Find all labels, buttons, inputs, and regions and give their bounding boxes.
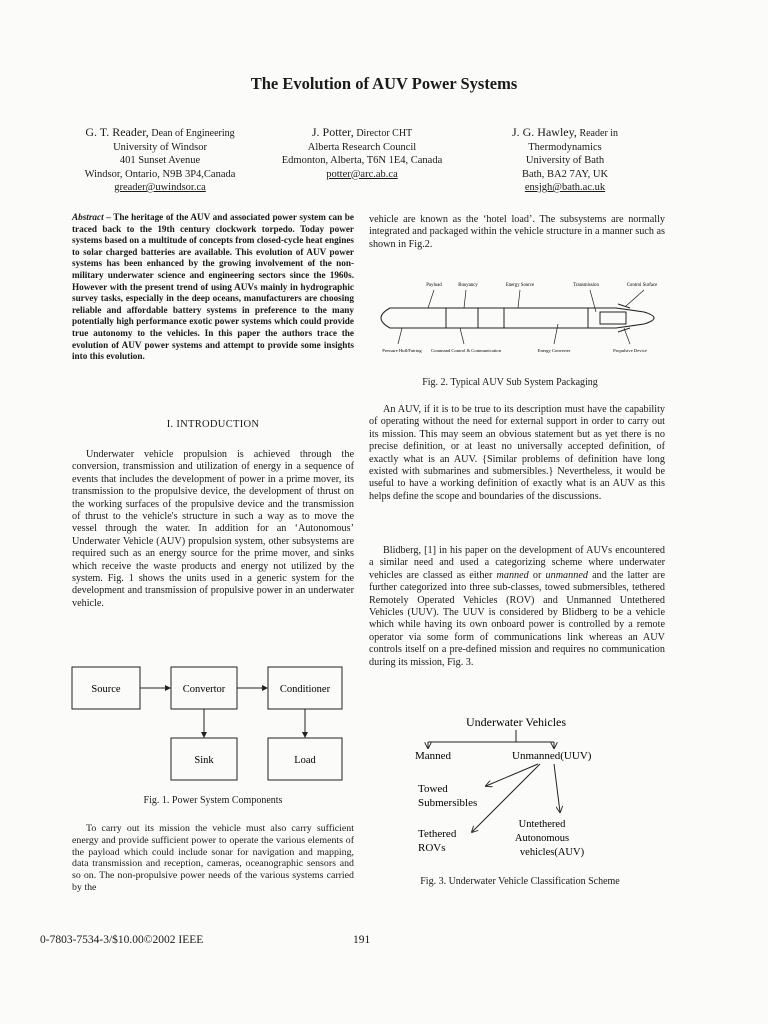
- right-paragraph-2: An AUV, if it is to be true to its description must have the capability of operating without the need for external support in order to carry out its mission. This may seem an obvious statement but as yet there is no precise definition, or at least no universally accepted definition, of exactly what is an AUV. {Similar problems of definition have long existed with submarines and submersibles.} Nevertheless, it would be useful to have a working definition of exactly what is an AUV as this helps define the scope and boundaries of the discussions.: [369, 404, 665, 502]
- p3-text: Blidberg, [1] in his paper on the development of AUVs encountered a similar need and used a categorizing scheme where underwater vehicles are classed as either: [369, 545, 665, 581]
- fig1-label-source: Source: [91, 684, 121, 695]
- author-potter: [262, 126, 462, 181]
- fig2-propulsor: [600, 312, 626, 324]
- fig3-caption: Fig. 3. Underwater Vehicle Classification Scheme: [420, 876, 620, 887]
- section-heading-introduction: I. INTRODUCTION: [166, 419, 260, 430]
- author-affiliation: Alberta Research Council: [307, 141, 417, 153]
- p3-unmanned: unmanned: [545, 569, 588, 581]
- fig1-label-sink: Sink: [194, 755, 214, 766]
- page-number: 191: [353, 934, 371, 946]
- fig1-label-load: Load: [294, 755, 316, 766]
- paper-title: The Evolution of AUV Power Systems: [250, 74, 518, 93]
- fig1-diagram: [68, 660, 358, 788]
- author-affiliation: University of Windsor: [113, 141, 207, 153]
- fig2-leader-line: [460, 328, 464, 344]
- fig2-label-energy-converter: Energy Converter: [537, 348, 571, 353]
- author-email-link[interactable]: ensjgh@bath.ac.uk: [524, 182, 606, 193]
- fig1-caption: Fig. 1. Power System Components: [143, 795, 283, 806]
- author-name: J. G. Hawley,: [511, 125, 577, 139]
- abstract-lead: Abstract: [72, 212, 104, 222]
- fig2-leader-line: [518, 290, 520, 308]
- fig2-label-pressure-hull: Pressure Hull/Fairing: [382, 348, 422, 353]
- author-address: Bath, BA2 7AY, UK: [521, 168, 609, 180]
- fig3-tethered: ROVs: [418, 842, 446, 854]
- fig3-untethered: vehicles(AUV): [519, 847, 585, 858]
- fig2-label-command-control: Command Control & Communication: [431, 348, 501, 353]
- author-address: 401 Sunset Avenue: [119, 155, 201, 166]
- abstract-text: – The heritage of the AUV and associated power system can be traced back to the 19th century clockwork torpedo. Today power systems based on a multitude of concepts from closed-cycle heat engines to solar charged batteries are available. This evolution of AUV power systems has been enhanced by the growing involvement of the non-military underwater science and engineering sectors since the 1960s. However with the present trend of using AUVs mainly in hydrographic survey tasks, especially in the deep oceans, manufacturers are choosing reliable and affordable battery systems in preference to the many potentially high performance exotic power systems which could provide true autonomy to the vehicles. In this paper the authors trace the evolution of AUV power systems and attempt to provide some insights into this evolution.: [72, 212, 354, 362]
- author-email-link[interactable]: greader@uwindsor.ca: [114, 182, 206, 193]
- fig3-tethered: Tethered: [418, 828, 457, 840]
- fig3-untethered: Autonomous: [514, 833, 570, 844]
- fig1-label-convertor: Convertor: [182, 684, 226, 695]
- fig2-label-transmission: Transmission: [573, 283, 599, 288]
- fig2-caption: Fig. 2. Typical AUV Sub System Packaging: [422, 377, 598, 388]
- p3-text: or: [528, 569, 546, 581]
- fig3-untethered: Untethered: [518, 819, 566, 830]
- fig2-label-control-surface: Control Surface: [626, 283, 658, 288]
- fig2-fin: [618, 304, 630, 308]
- p3-manned: manned: [496, 569, 529, 581]
- fig3-diagram: [400, 708, 668, 868]
- author-role: Dean of Engineering: [151, 128, 235, 139]
- author-address: Edmonton, Alberta, T6N 1E4, Canada: [281, 155, 443, 166]
- intro-paragraph-2: To carry out its mission the vehicle must also carry sufficient energy and provide sufficient power to operate the various elements of the payload which could include sonar for navigation and mapping, data transmission and reception, cameras, oceanographic sensors and so on. The non-propulsive power needs of the various systems carried by the: [72, 823, 354, 893]
- fig2-label-energy-source: Energy Source: [505, 283, 535, 288]
- fig2-leader-line: [626, 290, 644, 306]
- fig1-label-conditioner: Conditioner: [279, 684, 331, 695]
- fig2-label-buoyancy: Buoyancy: [458, 283, 478, 288]
- author-reader: [40, 126, 280, 195]
- fig2-label-payload: Payload: [426, 283, 442, 288]
- fig3-root: Underwater Vehicles: [465, 715, 567, 729]
- intro-paragraph-1: Underwater vehicle propulsion is achieved through the conversion, transmission and utilization of energy in a sequence of events that includes the development of power in a prime mover, its transmission to the propulsive device, the development of thrust on the working surfaces of the propulsive device and the transmission of thrust to the vehicle's structure in such a way as to move the vessel through the water. In addition for an ‘Autonomous’ Underwater Vehicle (AUV) propulsion system, other subsystems are required such as an energy source for the prime mover, and sinks which receive the waste products and energy not utilized by the system. Fig. 1 shows the units used in a generic system for the development and transmission of propulsive power in an underwater vehicle.: [72, 449, 354, 609]
- fig2-leader-line: [624, 328, 630, 344]
- fig3-manned: Manned: [415, 750, 452, 762]
- author-hawley: [470, 126, 660, 195]
- fig2-leader-line: [398, 328, 402, 344]
- author-affiliation: Thermodynamics: [528, 141, 602, 153]
- abstract: [72, 212, 354, 363]
- right-paragraph-3: [369, 545, 665, 669]
- fig2-hull-outline: [381, 308, 654, 328]
- author-role: Reader in: [579, 128, 619, 139]
- fig2-leader-line: [464, 290, 466, 308]
- author-name: G. T. Reader,: [85, 125, 149, 139]
- author-email-link[interactable]: potter@arc.ab.ca: [326, 168, 398, 180]
- fig2-diagram: [368, 272, 668, 364]
- author-affiliation: University of Bath: [525, 155, 605, 166]
- p3-text: and the latter are further categorized into three sub-classes, towed submersibles, tethered Remotely Operated Vehicles (ROV) and Unmanned Untethered Vehicles (UUV). The UUV is considered by Blidberg to be a vehicle which while having its own onboard power is controlled by a remote operator via some form of communications link whereas an AUV controls itself on a pre-defined mission and requires no communication during its mission, Fig. 3.: [369, 569, 665, 668]
- fig3-arrow: [486, 764, 538, 786]
- fig2-leader-line: [590, 290, 596, 312]
- fig2-leader-line: [554, 324, 558, 344]
- copyright-footer: 0-7803-7534-3/$10.00©2002 IEEE: [40, 934, 204, 946]
- fig3-arrow: [554, 764, 560, 812]
- fig2-leader-line: [428, 290, 434, 308]
- fig3-towed: Submersibles: [418, 797, 478, 809]
- author-role: Director CHT: [356, 128, 413, 139]
- author-name: J. Potter,: [311, 125, 354, 139]
- author-address: Windsor, Ontario, N9B 3P4,Canada: [84, 168, 236, 180]
- fig3-unmanned: Unmanned(UUV): [512, 750, 592, 762]
- fig3-towed: Towed: [418, 783, 448, 795]
- right-paragraph-1: vehicle are known as the ‘hotel load’. The subsystems are normally integrated and packaged within the vehicle structure in a manner such as shown in Fig.2.: [369, 214, 665, 250]
- fig2-label-propulsive-device: Propulsive Device: [613, 348, 647, 353]
